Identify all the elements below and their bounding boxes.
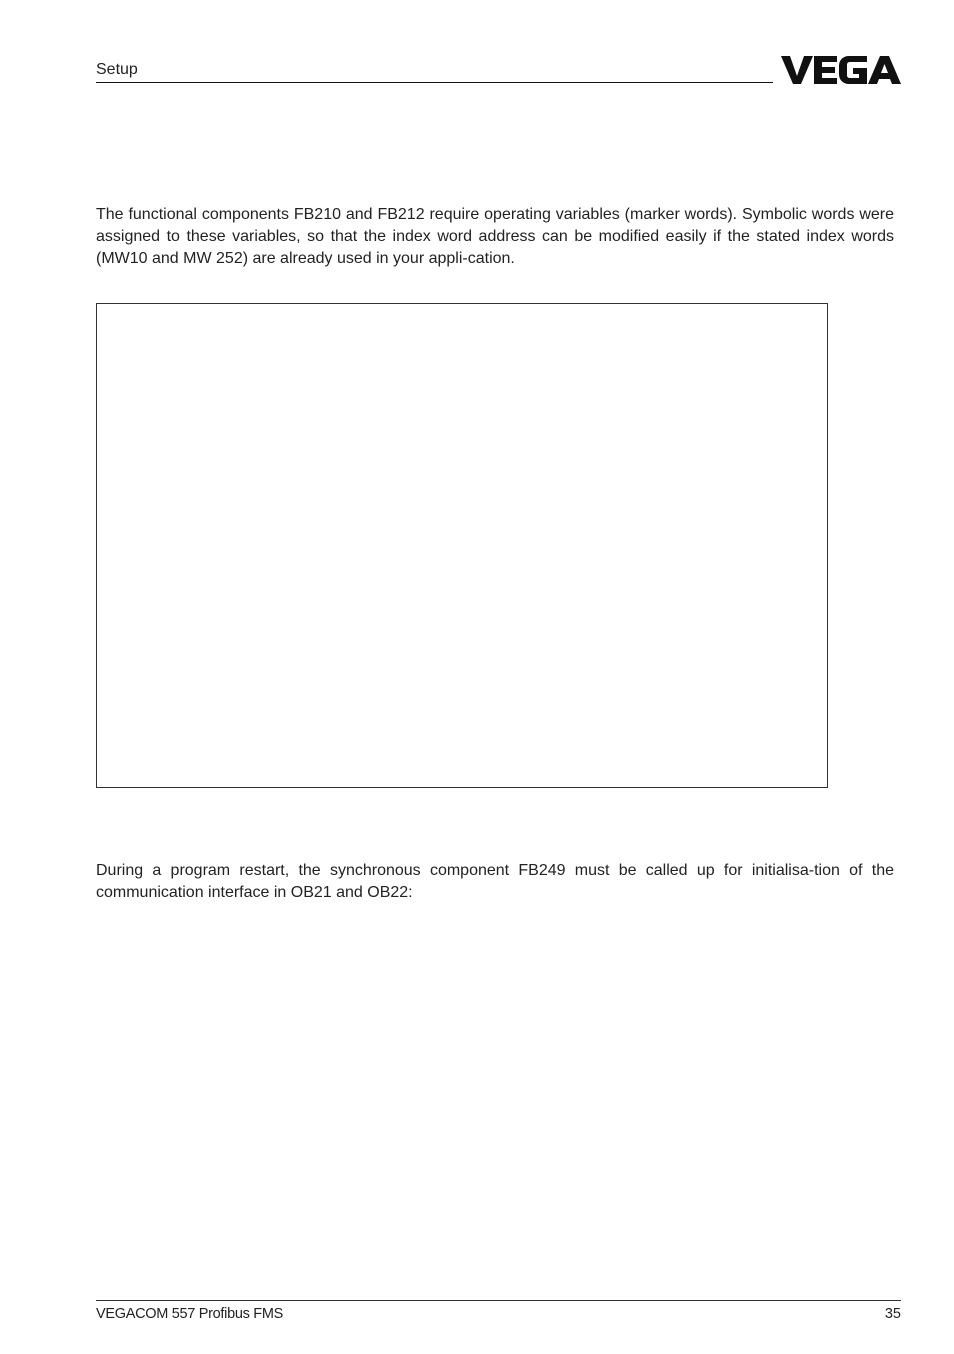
vega-logo (781, 54, 901, 86)
restart-paragraph: During a program restart, the synchronous component FB249 must be called up for initialisa-tion of the communication interface in OB21 and OB22: (96, 862, 894, 901)
page-number: 35 (884, 1306, 901, 1322)
header-section-label: Setup (96, 61, 138, 78)
figure-placeholder-box (96, 303, 828, 788)
footer-document-title: VEGACOM 557 Profibus FMS (96, 1306, 283, 1322)
header-rule (96, 82, 773, 83)
footer-rule (96, 1300, 901, 1301)
intro-paragraph: The functional components FB210 and FB212 require operating variables (marker words). Symbolic words were assigned to these variables, so that the index word address can be modified easily if the stated index words (MW10 and MW 252) are already used in your appli-cation. (96, 206, 894, 267)
